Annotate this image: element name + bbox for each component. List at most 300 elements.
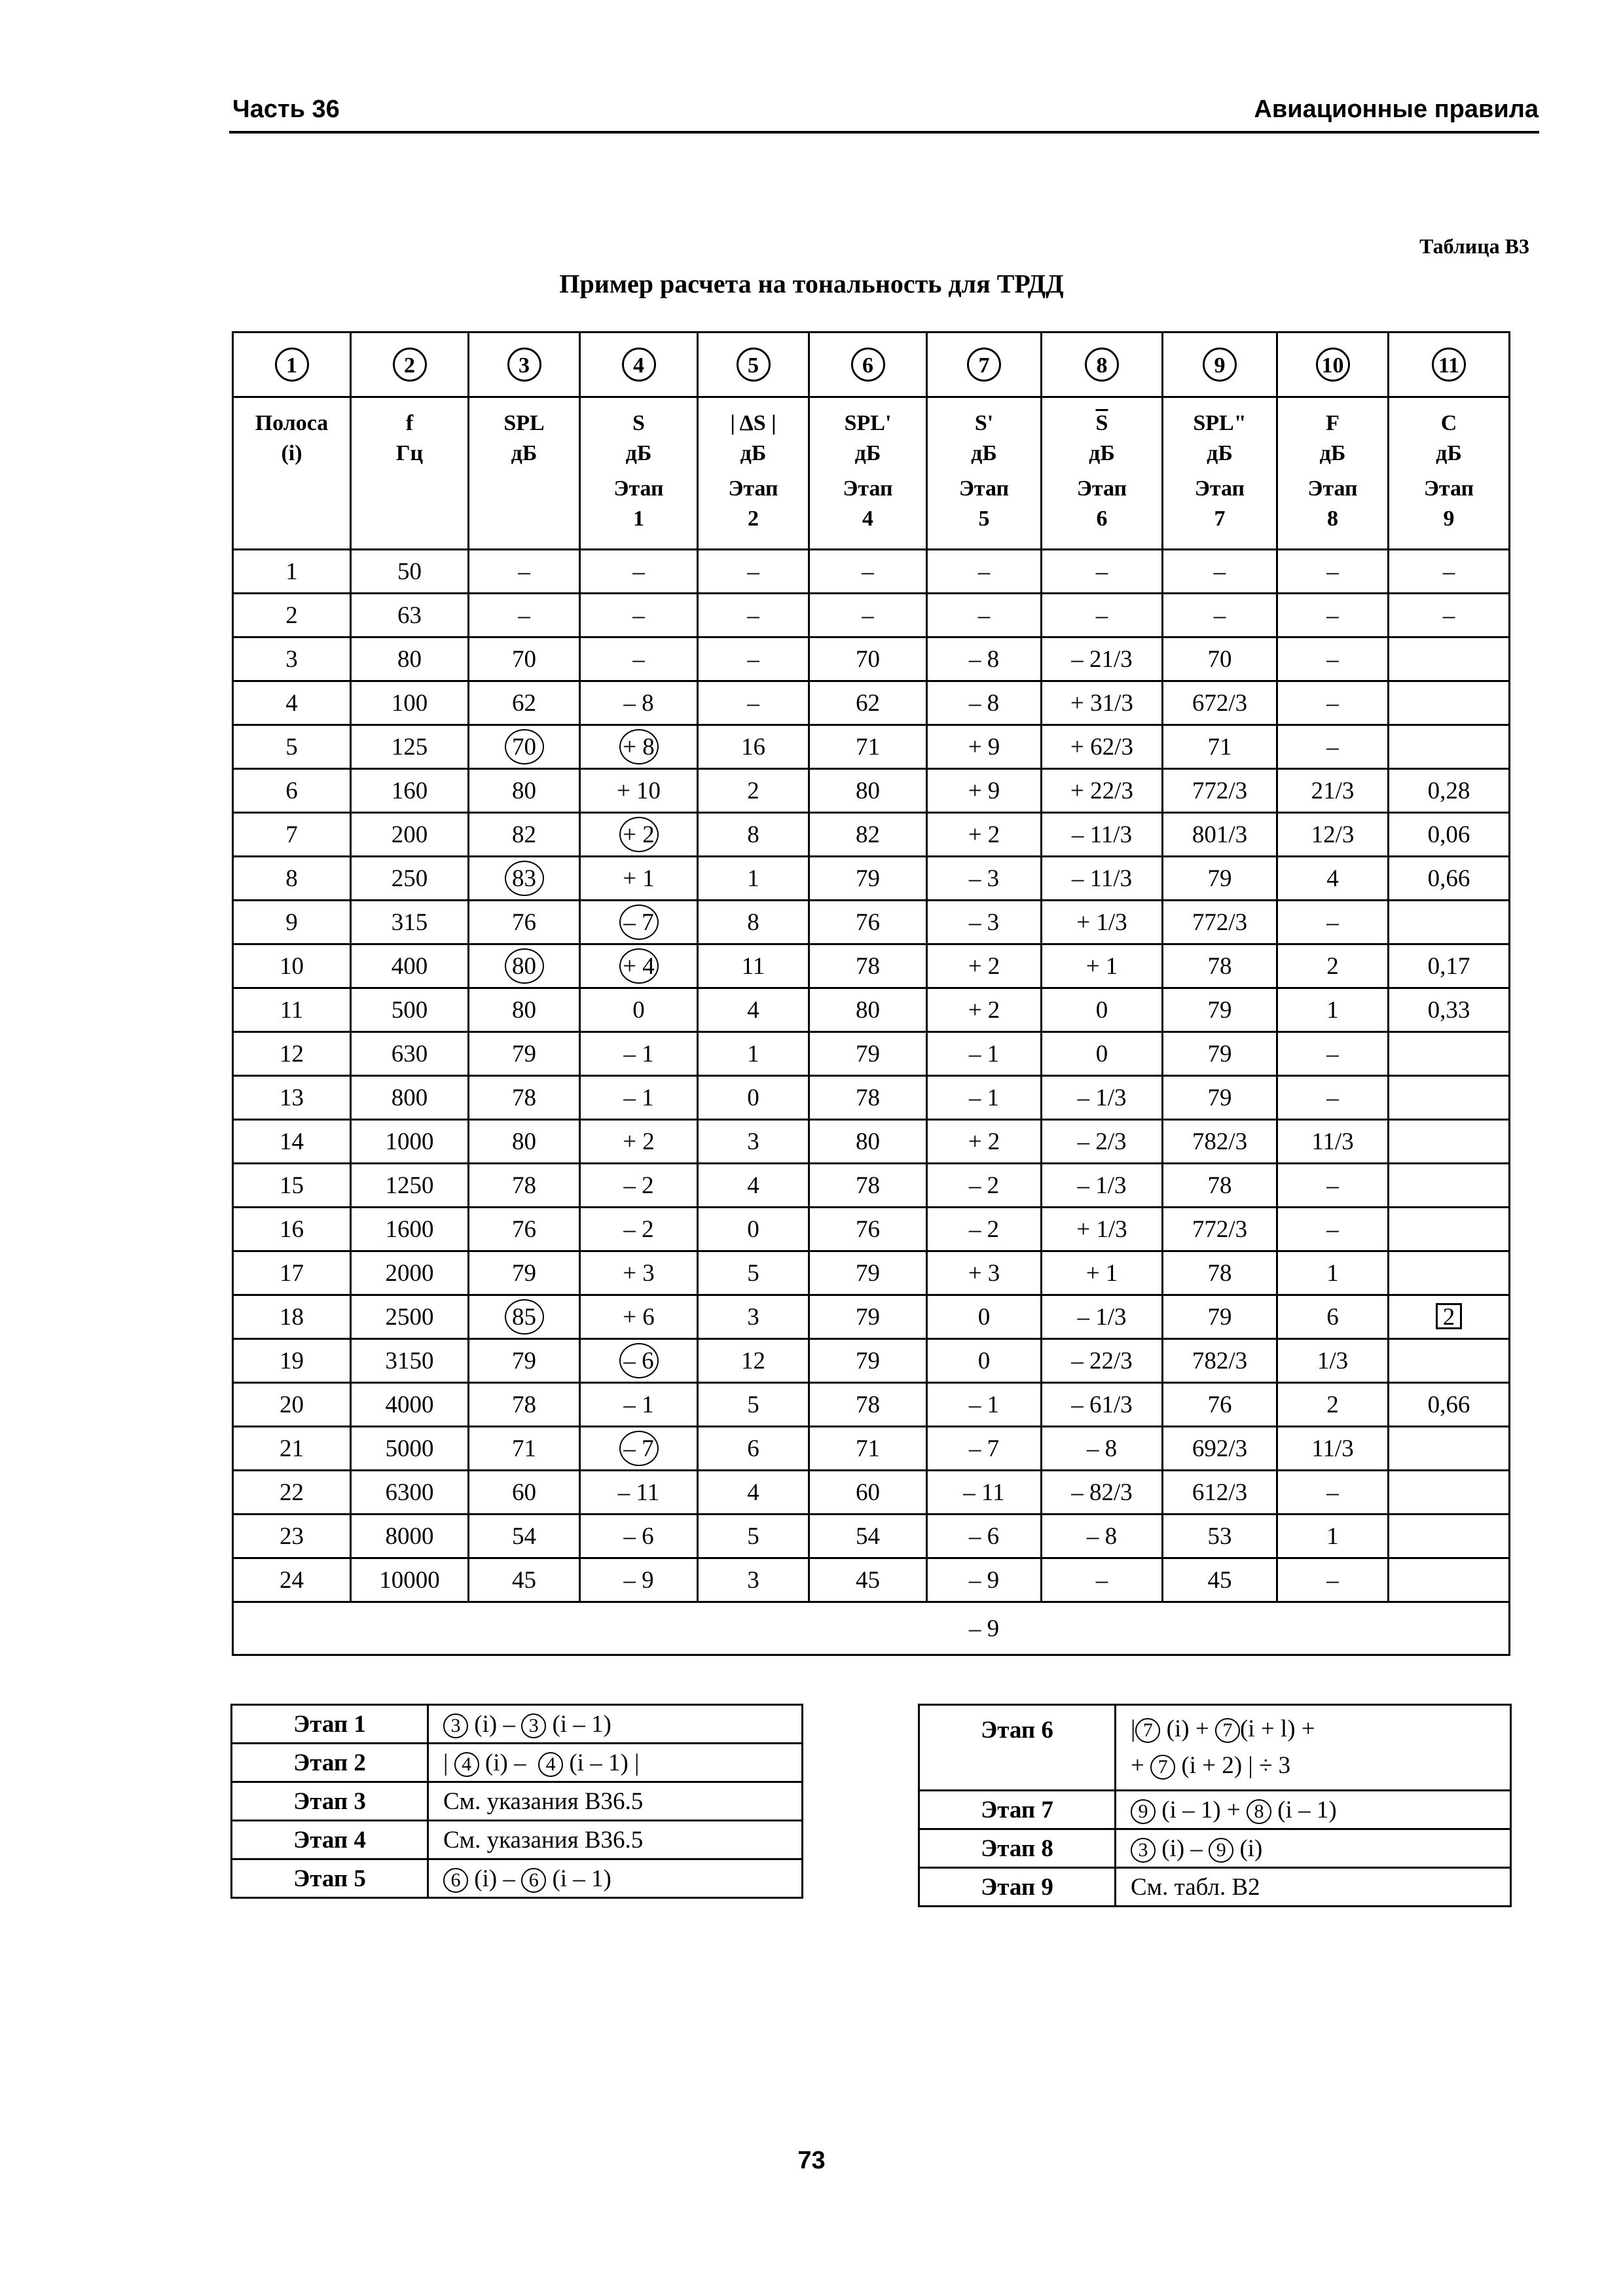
table-row bbox=[233, 1427, 1510, 1471]
table-cell: 71 bbox=[809, 1427, 927, 1471]
table-cell: 9 bbox=[233, 901, 351, 944]
column-header-step: Этап bbox=[958, 476, 1010, 501]
table-cell: – 61/3 bbox=[1042, 1383, 1163, 1427]
table-row bbox=[233, 1295, 1510, 1339]
total-cell bbox=[1277, 1602, 1389, 1655]
table-cell bbox=[1389, 1471, 1510, 1515]
table-row bbox=[233, 944, 1510, 988]
table-cell: + 1/3 bbox=[1042, 901, 1163, 944]
column-header-name: $\overline{S}$ bbox=[1095, 411, 1108, 435]
table-cell bbox=[1389, 1427, 1510, 1471]
table-cell: + 2 bbox=[927, 944, 1042, 988]
table-cell: – bbox=[698, 550, 809, 594]
column-header-unit: дБ bbox=[511, 441, 538, 465]
table-cell: 3150 bbox=[351, 1339, 469, 1383]
table-cell: 80 bbox=[809, 988, 927, 1032]
table-cell: – 2 bbox=[580, 1208, 698, 1251]
column-header-row bbox=[233, 397, 1510, 550]
table-cell: 71 bbox=[1163, 725, 1277, 769]
column-header-unit: дБ bbox=[1436, 441, 1462, 465]
table-cell: – 1 bbox=[927, 1032, 1042, 1076]
column-header-step: Этап bbox=[1076, 476, 1127, 501]
table-cell: 1 bbox=[233, 550, 351, 594]
table-cell: 80 bbox=[469, 1120, 580, 1164]
step-formula: 9 (i – 1) + 8 (i – 1) bbox=[1116, 1791, 1511, 1829]
table-cell: – 8 bbox=[580, 681, 698, 725]
circled-value: – 6 bbox=[619, 1343, 659, 1378]
table-row bbox=[233, 1208, 1510, 1251]
table-cell: – bbox=[1277, 1558, 1389, 1602]
column-header-unit: дБ bbox=[854, 441, 881, 465]
column-number-cell bbox=[1163, 332, 1277, 397]
total-cell bbox=[1163, 1602, 1277, 1655]
step-formula: См. указания В36.5 bbox=[428, 1821, 803, 1859]
table-row bbox=[233, 1076, 1510, 1120]
table-row bbox=[233, 1339, 1510, 1383]
column-header-step: Этап bbox=[728, 476, 778, 501]
table-cell: + 3 bbox=[580, 1251, 698, 1295]
table-cell bbox=[1389, 1076, 1510, 1120]
table-cell: 800 bbox=[351, 1076, 469, 1120]
table-cell: 1 bbox=[698, 1032, 809, 1076]
table-cell bbox=[580, 944, 698, 988]
table-cell: 21 bbox=[233, 1427, 351, 1471]
table-cell: 70 bbox=[469, 637, 580, 681]
table-cell: 2500 bbox=[351, 1295, 469, 1339]
table-cell bbox=[469, 1295, 580, 1339]
column-number: 6 bbox=[851, 348, 885, 382]
table-cell: 782/3 bbox=[1163, 1120, 1277, 1164]
table-row bbox=[233, 813, 1510, 857]
column-number-cell bbox=[809, 332, 927, 397]
table-cell: 19 bbox=[233, 1339, 351, 1383]
table-cell: – bbox=[1042, 550, 1163, 594]
table-cell: 78 bbox=[809, 1076, 927, 1120]
circled-value: + 2 bbox=[619, 817, 659, 852]
column-header-unit: дБ bbox=[740, 441, 767, 465]
table-cell: + 9 bbox=[927, 725, 1042, 769]
table-cell: 1600 bbox=[351, 1208, 469, 1251]
table-cell: 60 bbox=[469, 1471, 580, 1515]
table-cell: 63 bbox=[351, 594, 469, 637]
table-cell: 1 bbox=[1277, 1515, 1389, 1558]
table-cell: 54 bbox=[469, 1515, 580, 1558]
column-header-unit: дБ bbox=[1089, 441, 1115, 465]
column-header-step-no: 9 bbox=[1443, 507, 1455, 531]
step-row bbox=[919, 1791, 1511, 1829]
table-cell: 3 bbox=[233, 637, 351, 681]
column-header-unit: Гц bbox=[395, 441, 424, 465]
table-cell: 79 bbox=[1163, 1295, 1277, 1339]
table-cell: + 1 bbox=[1042, 944, 1163, 988]
column-number-row bbox=[233, 332, 1510, 397]
table-cell: 78 bbox=[469, 1164, 580, 1208]
table-cell: 16 bbox=[233, 1208, 351, 1251]
table-cell bbox=[1389, 725, 1510, 769]
table-cell: – 6 bbox=[580, 1515, 698, 1558]
table-cell: 70 bbox=[1163, 637, 1277, 681]
table-cell: + 9 bbox=[927, 769, 1042, 813]
table-cell: 4 bbox=[698, 1164, 809, 1208]
table-row bbox=[233, 857, 1510, 901]
table-cell: – 8 bbox=[927, 637, 1042, 681]
table-cell: + 31/3 bbox=[1042, 681, 1163, 725]
column-header-name: SPL' bbox=[844, 411, 892, 435]
table-cell: 62 bbox=[469, 681, 580, 725]
table-cell: 11 bbox=[233, 988, 351, 1032]
table-cell: + 2 bbox=[927, 1120, 1042, 1164]
total-cell bbox=[469, 1602, 580, 1655]
step-label: Этап 7 bbox=[919, 1791, 1116, 1829]
table-cell: – bbox=[1277, 901, 1389, 944]
header-rule bbox=[229, 131, 1539, 134]
table-cell: 3 bbox=[698, 1120, 809, 1164]
table-cell: 45 bbox=[469, 1558, 580, 1602]
steps-legend-right bbox=[918, 1704, 1512, 1907]
table-cell: 2000 bbox=[351, 1251, 469, 1295]
table-cell: 0 bbox=[1042, 988, 1163, 1032]
column-number-cell bbox=[351, 332, 469, 397]
table-cell: 24 bbox=[233, 1558, 351, 1602]
table-cell: – bbox=[698, 681, 809, 725]
table-cell: – bbox=[1277, 1032, 1389, 1076]
table-cell: 2 bbox=[1277, 944, 1389, 988]
table-cell: – 6 bbox=[927, 1515, 1042, 1558]
table-cell: 18 bbox=[233, 1295, 351, 1339]
table-cell: 78 bbox=[809, 944, 927, 988]
table-cell: 76 bbox=[469, 901, 580, 944]
table-cell: 612/3 bbox=[1163, 1471, 1277, 1515]
circled-value: + 8 bbox=[619, 729, 659, 764]
column-number-cell bbox=[927, 332, 1042, 397]
total-cell: – 9 bbox=[927, 1602, 1042, 1655]
column-header-name: S bbox=[632, 411, 645, 435]
table-cell: 4 bbox=[698, 1471, 809, 1515]
table-cell: 4000 bbox=[351, 1383, 469, 1427]
table-cell: 10000 bbox=[351, 1558, 469, 1602]
table-cell: 0,06 bbox=[1389, 813, 1510, 857]
column-header-step: Этап bbox=[1423, 476, 1474, 501]
table-cell bbox=[580, 901, 698, 944]
table-cell: 672/3 bbox=[1163, 681, 1277, 725]
table-cell: – bbox=[809, 594, 927, 637]
table-cell: 315 bbox=[351, 901, 469, 944]
table-cell: 1 bbox=[1277, 1251, 1389, 1295]
circled-value: – 7 bbox=[619, 1431, 659, 1466]
column-number-cell bbox=[1042, 332, 1163, 397]
table-cell: 79 bbox=[809, 1032, 927, 1076]
table-cell: 1 bbox=[1277, 988, 1389, 1032]
table-cell: – 1/3 bbox=[1042, 1164, 1163, 1208]
table-row bbox=[233, 1558, 1510, 1602]
table-cell: 22 bbox=[233, 1471, 351, 1515]
table-cell bbox=[469, 857, 580, 901]
table-cell: 0 bbox=[698, 1076, 809, 1120]
column-number: 4 bbox=[622, 348, 656, 382]
table-cell bbox=[469, 944, 580, 988]
table-cell: 21/3 bbox=[1277, 769, 1389, 813]
table-cell: 45 bbox=[809, 1558, 927, 1602]
table-row bbox=[233, 1515, 1510, 1558]
table-cell: – 1 bbox=[927, 1076, 1042, 1120]
step-label: Этап 6 bbox=[919, 1705, 1116, 1791]
table-cell: 6 bbox=[233, 769, 351, 813]
column-header-step-no: 6 bbox=[1096, 507, 1108, 531]
column-header-name: F bbox=[1326, 411, 1340, 435]
table-cell: 71 bbox=[469, 1427, 580, 1471]
table-cell: 1 bbox=[698, 857, 809, 901]
step-row bbox=[232, 1859, 803, 1898]
column-header-step-no: 2 bbox=[748, 507, 759, 531]
total-row bbox=[233, 1602, 1510, 1655]
table-cell: 80 bbox=[351, 637, 469, 681]
column-header bbox=[469, 397, 580, 550]
table-cell: 11/3 bbox=[1277, 1427, 1389, 1471]
table-cell: – 9 bbox=[580, 1558, 698, 1602]
step-label: Этап 9 bbox=[919, 1868, 1116, 1907]
column-header-step-no: 7 bbox=[1214, 507, 1226, 531]
table-cell: – bbox=[1277, 1208, 1389, 1251]
table-cell: 10 bbox=[233, 944, 351, 988]
column-header-name: f bbox=[405, 411, 414, 435]
table-cell: 3 bbox=[698, 1295, 809, 1339]
table-cell: 12 bbox=[233, 1032, 351, 1076]
table-cell: 80 bbox=[469, 769, 580, 813]
column-header-step-no: 4 bbox=[862, 507, 873, 531]
column-header-name: Полоса bbox=[255, 411, 329, 435]
column-number-cell bbox=[233, 332, 351, 397]
column-number-cell bbox=[1389, 332, 1510, 397]
table-cell: 0 bbox=[1042, 1032, 1163, 1076]
table-cell bbox=[1389, 1164, 1510, 1208]
table-cell: + 1 bbox=[580, 857, 698, 901]
column-header-step-no: 5 bbox=[978, 507, 990, 531]
table-cell: – bbox=[1277, 1471, 1389, 1515]
table-cell: – 11 bbox=[580, 1471, 698, 1515]
table-cell: 76 bbox=[1163, 1383, 1277, 1427]
table-cell: – 82/3 bbox=[1042, 1471, 1163, 1515]
step-row bbox=[232, 1705, 803, 1744]
column-header-unit: дБ bbox=[1207, 441, 1233, 465]
circled-value: – 7 bbox=[619, 905, 659, 940]
table-cell: 78 bbox=[1163, 1164, 1277, 1208]
step-formula: 3 (i) – 3 (i – 1) bbox=[428, 1705, 803, 1744]
table-cell: 12/3 bbox=[1277, 813, 1389, 857]
table-cell: 16 bbox=[698, 725, 809, 769]
table-cell: 160 bbox=[351, 769, 469, 813]
table-cell: + 2 bbox=[580, 1120, 698, 1164]
table-cell: – 3 bbox=[927, 901, 1042, 944]
table-row bbox=[233, 637, 1510, 681]
table-cell: 100 bbox=[351, 681, 469, 725]
table-cell: – 11/3 bbox=[1042, 857, 1163, 901]
table-cell: 200 bbox=[351, 813, 469, 857]
table-cell: 79 bbox=[469, 1339, 580, 1383]
table-cell: 400 bbox=[351, 944, 469, 988]
column-header-name: S' bbox=[974, 411, 994, 435]
table-cell: 17 bbox=[233, 1251, 351, 1295]
total-cell bbox=[580, 1602, 698, 1655]
table-cell: 80 bbox=[809, 769, 927, 813]
table-cell: + 2 bbox=[927, 813, 1042, 857]
table-cell: 250 bbox=[351, 857, 469, 901]
table-cell: – 8 bbox=[1042, 1427, 1163, 1471]
column-number: 5 bbox=[737, 348, 771, 382]
column-number-cell bbox=[698, 332, 809, 397]
table-cell: 1/3 bbox=[1277, 1339, 1389, 1383]
table-row bbox=[233, 769, 1510, 813]
table-cell: – bbox=[469, 550, 580, 594]
table-cell: 0 bbox=[927, 1295, 1042, 1339]
table-cell: 70 bbox=[809, 637, 927, 681]
table-cell: – 11 bbox=[927, 1471, 1042, 1515]
table-cell: 82 bbox=[809, 813, 927, 857]
table-title: Пример расчета на тональность для ТРДД bbox=[559, 269, 1064, 298]
table-cell: + 6 bbox=[580, 1295, 698, 1339]
table-cell: 4 bbox=[698, 988, 809, 1032]
table-cell: 78 bbox=[1163, 1251, 1277, 1295]
column-header bbox=[927, 397, 1042, 550]
table-cell: – 1 bbox=[580, 1032, 698, 1076]
table-cell: + 1/3 bbox=[1042, 1208, 1163, 1251]
table-cell: – 7 bbox=[927, 1427, 1042, 1471]
table-cell: 3 bbox=[698, 1558, 809, 1602]
table-cell: 76 bbox=[809, 1208, 927, 1251]
table-cell: – 2 bbox=[927, 1208, 1042, 1251]
column-number-cell bbox=[469, 332, 580, 397]
table-cell: 4 bbox=[233, 681, 351, 725]
circled-value: 80 bbox=[505, 948, 544, 984]
table-cell: 801/3 bbox=[1163, 813, 1277, 857]
table-cell: 79 bbox=[809, 1251, 927, 1295]
table-cell: 76 bbox=[469, 1208, 580, 1251]
table-cell: 5 bbox=[698, 1251, 809, 1295]
table-cell: 78 bbox=[1163, 944, 1277, 988]
table-cell: – 22/3 bbox=[1042, 1339, 1163, 1383]
table-cell: 79 bbox=[1163, 1076, 1277, 1120]
total-cell bbox=[233, 1602, 351, 1655]
table-cell: – 1 bbox=[580, 1383, 698, 1427]
step-formula: | 4 (i) – 4 (i – 1) | bbox=[428, 1744, 803, 1782]
step-row bbox=[919, 1705, 1511, 1791]
table-cell: 79 bbox=[809, 1339, 927, 1383]
table-row bbox=[233, 1471, 1510, 1515]
table-cell: – bbox=[1042, 594, 1163, 637]
table-cell: – bbox=[1277, 637, 1389, 681]
column-number: 2 bbox=[393, 348, 427, 382]
table-cell: 11/3 bbox=[1277, 1120, 1389, 1164]
table-row bbox=[233, 901, 1510, 944]
column-header bbox=[698, 397, 809, 550]
table-cell: 79 bbox=[809, 1295, 927, 1339]
table-cell: 8 bbox=[698, 813, 809, 857]
table-cell: – 3 bbox=[927, 857, 1042, 901]
step-row bbox=[919, 1868, 1511, 1907]
table-cell: – 11/3 bbox=[1042, 813, 1163, 857]
table-cell: 5 bbox=[698, 1383, 809, 1427]
table-cell: 692/3 bbox=[1163, 1427, 1277, 1471]
column-header-name: SPL bbox=[503, 411, 545, 435]
total-cell bbox=[698, 1602, 809, 1655]
table-cell: 78 bbox=[469, 1076, 580, 1120]
table-cell: – 1 bbox=[927, 1383, 1042, 1427]
circled-value: 83 bbox=[505, 861, 544, 896]
column-header bbox=[1277, 397, 1389, 550]
table-cell: 78 bbox=[469, 1383, 580, 1427]
table-cell: 6 bbox=[698, 1427, 809, 1471]
column-header bbox=[351, 397, 469, 550]
step-row bbox=[919, 1829, 1511, 1868]
table-cell bbox=[1389, 1251, 1510, 1295]
table-cell bbox=[1389, 1558, 1510, 1602]
table-row bbox=[233, 550, 1510, 594]
column-header-step: Этап bbox=[1307, 476, 1358, 501]
table-cell bbox=[1389, 1032, 1510, 1076]
table-row bbox=[233, 1120, 1510, 1164]
table-cell bbox=[469, 725, 580, 769]
table-cell bbox=[1389, 1339, 1510, 1383]
table-cell: – bbox=[1163, 594, 1277, 637]
table-cell: – 8 bbox=[1042, 1515, 1163, 1558]
table-cell bbox=[1389, 901, 1510, 944]
table-cell: 80 bbox=[809, 1120, 927, 1164]
step-formula: 6 (i) – 6 (i – 1) bbox=[428, 1859, 803, 1898]
step-label: Этап 4 bbox=[232, 1821, 428, 1859]
table-row bbox=[233, 1032, 1510, 1076]
table-cell: – 1/3 bbox=[1042, 1076, 1163, 1120]
table-cell: 50 bbox=[351, 550, 469, 594]
table-cell: 11 bbox=[698, 944, 809, 988]
column-number: 9 bbox=[1203, 348, 1237, 382]
table-cell: 630 bbox=[351, 1032, 469, 1076]
table-cell: 5 bbox=[233, 725, 351, 769]
table-cell bbox=[1389, 1515, 1510, 1558]
table-cell: – 1 bbox=[580, 1076, 698, 1120]
table-cell: 5 bbox=[698, 1515, 809, 1558]
column-header bbox=[1042, 397, 1163, 550]
table-cell: 125 bbox=[351, 725, 469, 769]
table-cell: 60 bbox=[809, 1471, 927, 1515]
total-cell bbox=[809, 1602, 927, 1655]
step-formula: | 7 (i) + 7 (i + l) + + 7 (i + 2) | ÷ 3 bbox=[1116, 1705, 1511, 1791]
table-row bbox=[233, 1383, 1510, 1427]
table-cell: 79 bbox=[1163, 1032, 1277, 1076]
circled-value: + 4 bbox=[619, 948, 659, 984]
table-cell: – bbox=[1277, 725, 1389, 769]
table-cell: 0,17 bbox=[1389, 944, 1510, 988]
table-cell bbox=[580, 1339, 698, 1383]
table-cell: – 9 bbox=[927, 1558, 1042, 1602]
table-cell: 79 bbox=[1163, 988, 1277, 1032]
table-cell: 13 bbox=[233, 1076, 351, 1120]
column-header bbox=[580, 397, 698, 550]
table-cell: 0,28 bbox=[1389, 769, 1510, 813]
table-cell: – bbox=[1277, 594, 1389, 637]
table-cell: – bbox=[469, 594, 580, 637]
table-cell bbox=[1389, 1208, 1510, 1251]
table-cell: 772/3 bbox=[1163, 1208, 1277, 1251]
column-header-name: C bbox=[1440, 411, 1457, 435]
step-row bbox=[232, 1782, 803, 1821]
table-cell: 12 bbox=[698, 1339, 809, 1383]
column-header bbox=[1389, 397, 1510, 550]
table-cell: 6 bbox=[1277, 1295, 1389, 1339]
table-cell: 782/3 bbox=[1163, 1339, 1277, 1383]
table-cell: 54 bbox=[809, 1515, 927, 1558]
table-cell: – bbox=[809, 550, 927, 594]
boxed-value: 2 bbox=[1436, 1303, 1462, 1329]
table-cell: 772/3 bbox=[1163, 901, 1277, 944]
